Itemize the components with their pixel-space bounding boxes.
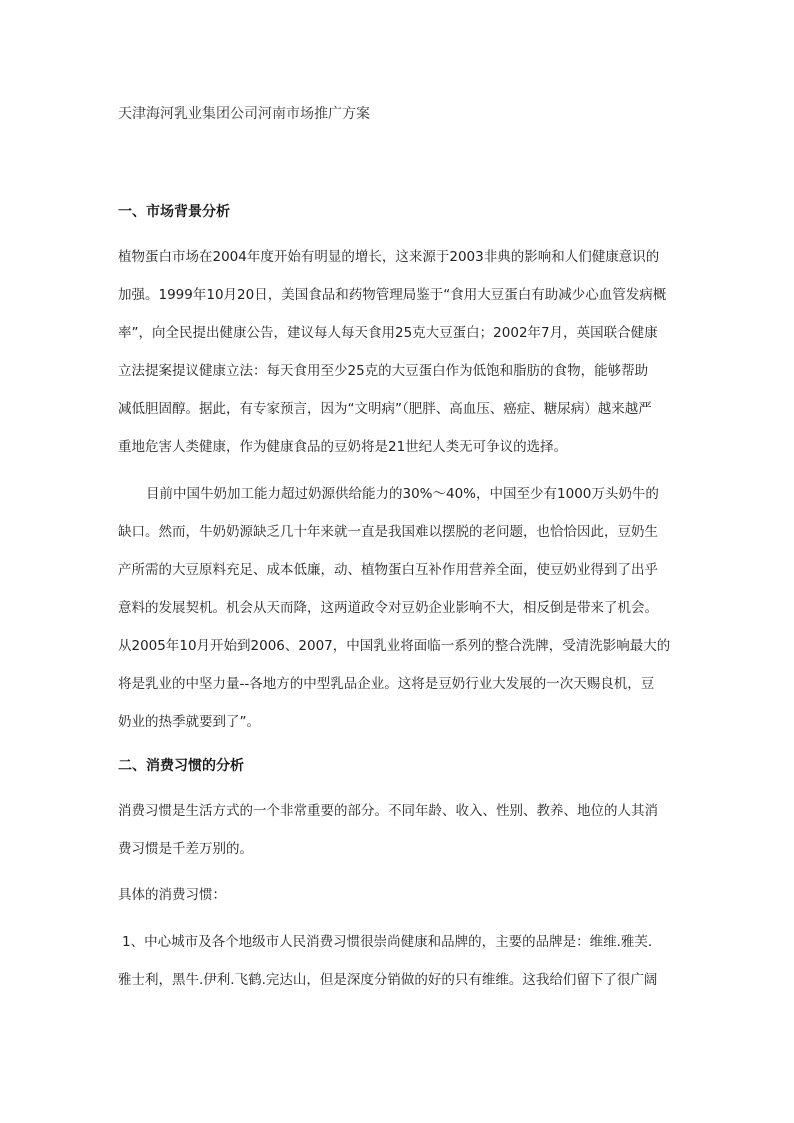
text-line: 立法提案提议健康立法：每天食用至少25克的大豆蛋白作为低饱和脂肪的食物，能够帮助 — [118, 363, 649, 379]
text-line: 将是乳业的中坚力量--各地方的中型乳品企业。这将是豆奶行业大发展的一次天赐良机，豆 — [118, 676, 655, 692]
section-heading-market-background: 一、市场背景分析 — [118, 204, 230, 220]
text-line: 目前中国牛奶加工能力超过奶源供给能力的30%～40%，中国至少有1000万头奶牛的 — [146, 486, 659, 502]
text-line: 率”，向全民提出健康公告，建议每人每天食用25克大豆蛋白；2002年7月，英国联合健康 — [118, 325, 658, 341]
text-line: 1、中心城市及各个地级市人民消费习惯很崇尚健康和品牌的，主要的品牌是：维维.雅芙. — [122, 934, 653, 950]
text-line: 产所需的大豆原料充足、成本低廉，动、植物蛋白互补作用营养全面，使豆奶业得到了出乎 — [118, 562, 658, 578]
text-line: 加强。1999年10月20日，美国食品和药物管理局鉴于“食用大豆蛋白有助减少心血管发病概 — [118, 287, 667, 303]
text-line: 雅士利，黑牛.伊利.飞鹤.完达山，但是深度分销做的好的只有维维。这我给们留下了很广阔 — [118, 972, 658, 988]
document-title: 天津海河乳业集团公司河南市场推广方案 — [118, 106, 370, 122]
paragraph-specific-habits: 具体的消费习惯： — [118, 887, 226, 903]
text-line: 减低胆固醇。据此，有专家预言，因为“文明病”（肥胖、高血压、癌症、糖尿病）越来越严 — [118, 401, 652, 417]
text-line: 植物蛋白市场在2004年度开始有明显的增长，这来源于2003非典的影响和人们健康意识的 — [118, 249, 660, 265]
text-line: 从2005年10月开始到2006、2007，中国乳业将面临一系列的整合洗牌，受清洗影响最大的 — [118, 638, 671, 654]
text-line: 奶业的热季就要到了”。 — [118, 714, 260, 730]
text-line: 意料的发展契机。机会从天而降，这两道政令对豆奶企业影响不大，相反倒是带来了机会。 — [118, 600, 658, 616]
text-line: 费习惯是千差万别的。 — [118, 841, 253, 857]
text-line: 重地危害人类健康，作为健康食品的豆奶将是21世纪人类无可争议的选择。 — [118, 439, 568, 455]
section-heading-consumption-habits: 二、消费习惯的分析 — [118, 758, 244, 774]
text-line: 消费习惯是生活方式的一个非常重要的部分。不同年龄、收入、性别、教养、地位的人其消 — [118, 803, 658, 819]
text-line: 缺口。然而，牛奶奶源缺乏几十年来就一直是我国难以摆脱的老问题，也恰恰因此，豆奶生 — [118, 524, 658, 540]
